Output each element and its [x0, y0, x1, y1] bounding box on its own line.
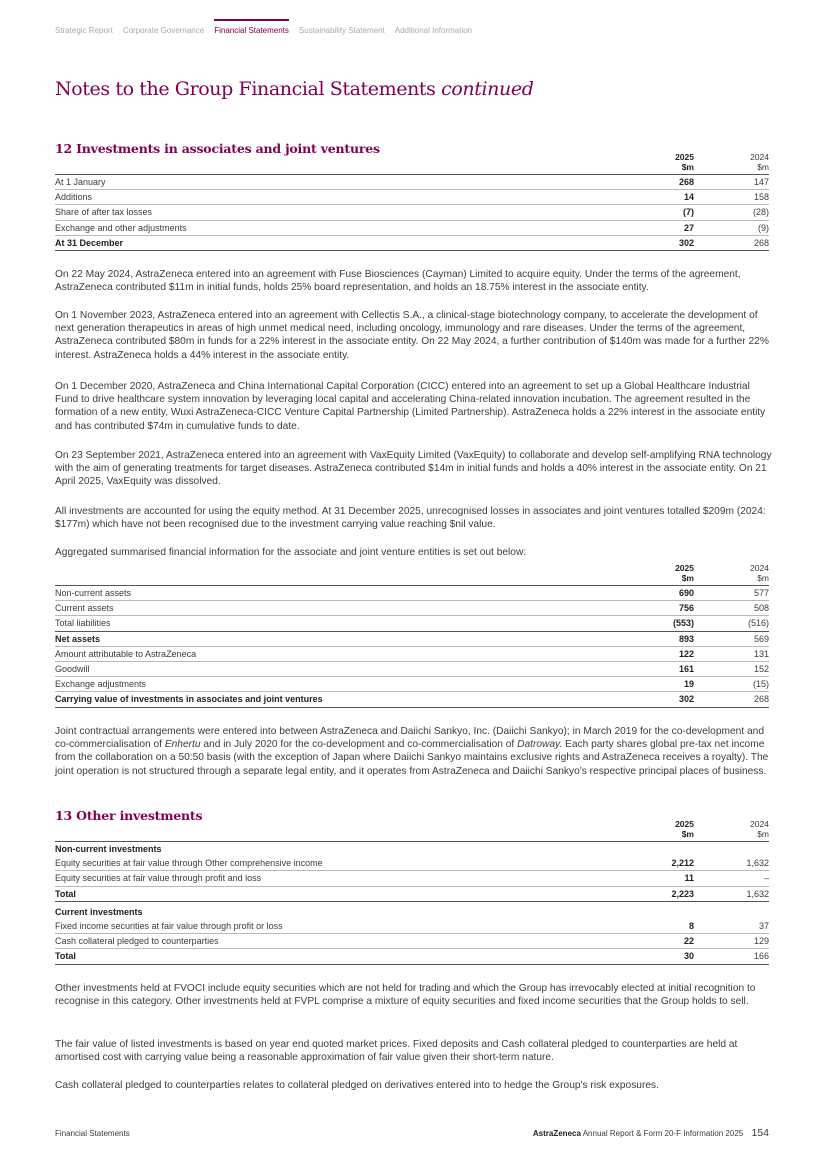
paragraph-fvoci: Other investments held at FVOCI include equity securities which are not held for trading and which the Group has irrevocably elected at initial recognition to recognise in this category. Other investments held at FVPL comprise a mixture of equity securities and fixed income securities that the Group holds to sell. — [55, 983, 756, 1008]
page-title-main: Notes to the Group Financial Statements — [55, 78, 436, 100]
table-row: Current assets 756 508 — [55, 601, 769, 616]
table-row: Exchange and other adjustments 27 (9) — [55, 220, 769, 235]
note-12-table — [55, 152, 769, 251]
col-2025-header: 2025 $m — [614, 819, 694, 842]
paragraph-fuse: On 22 May 2024, AstraZeneca entered into an agreement with Fuse Biosciences (Cayman) Limited to acquire equity. Under the terms of the agreement, AstraZeneca contributed $11m in initial funds, holds 25% board representation, and holds an 18.75% interest in the associate entity. — [55, 269, 741, 294]
col-2024-header: 2024 $m — [694, 152, 769, 175]
table-section-heading: Non-current investments — [55, 844, 162, 855]
table-row: Amount attributable to AstraZeneca 122 131 — [55, 646, 769, 661]
page-title — [55, 78, 533, 100]
paragraph-cicc: On 1 December 2020, AstraZeneca and China International Capital Corporation (CICC) entered into an agreement to set up a Global Healthcare Industrial Fund to drive healthcare system innovation by leveraging local capital and accelerating China-related innovation incubation. The agreement resulted in the formation of a new entity, Wuxi AstraZeneca-CICC Venture Capital Partnership (Limited Partnership). AstraZeneca holds a 22% interest in the associate entity and has contributed $74m in cumulative funds to date. — [55, 381, 766, 432]
footer-report-info — [533, 1127, 769, 1139]
col-2025-header: 2025 $m — [614, 563, 694, 586]
paragraph-cellectis: On 1 November 2023, AstraZeneca entered into an agreement with Cellectis S.A., a clinical-stage biotechnology company, to accelerate the development of next generation therapeutics in areas of high unmet medical need, including oncology, immunology and rare diseases. Under the terms of the agreement, AstraZeneca contributed $80m in funds for a 22% interest in the associate entity. On 22 May 2024, a further contribution of $140m was made for a further 22% interest. AstraZeneca holds a 44% interest in the associate entity. — [55, 310, 769, 361]
col-2024-header: 2024 $m — [694, 819, 769, 842]
table-header — [55, 819, 769, 842]
table-section-heading: Current investments — [55, 906, 143, 917]
top-nav — [55, 26, 482, 35]
table-header — [55, 152, 769, 175]
table-row: Total liabilities (553) (516) — [55, 616, 769, 631]
footer-report-title: Annual Report & Form 20-F Information 2025 — [582, 1129, 744, 1138]
drug-name-datroway: Datroway. — [517, 739, 563, 751]
drug-name-enhertu: Enhertu — [164, 739, 201, 751]
table-row: Additions 14 158 — [55, 190, 769, 205]
table-total-row: At 31 December 302 268 — [55, 235, 769, 250]
table-total-row: Total 30 166 — [55, 949, 769, 964]
table-total-row: Total 2,223 1,632 — [55, 886, 769, 901]
paragraph-cash-collateral: Cash collateral pledged to counterparties relates to collateral pledged on derivatives entered into to hedge the Group's risk exposures. — [55, 1080, 659, 1091]
table-row: Equity securities at fair value through Other comprehensive income 2,212 1,632 — [55, 856, 769, 871]
paragraph-aggregated-intro: Aggregated summarised financial information for the associate and joint venture entities is set out below: — [55, 547, 527, 558]
paragraph-joint-arrangements: Joint contractual arrangements were entered into between AstraZeneca and Daiichi Sankyo, Inc. (Daiichi Sankyo); in March 2019 for the co-development and co-commercialisation of Enhertu and in July 2020 for the co-development and co-commercialisation of Datroway. Each party shares global pre-tax net income from the collaboration on a 50:50 basis (with the exception of Japan where Daiichi Sankyo maintains exclusive rights and AstraZeneca receives a royalty). The joint operation is not structured through a separate legal entity, and it operates from AstraZeneca and Daiichi Sankyo's respective principal places of business. — [55, 726, 769, 777]
page-title-suffix: continued — [441, 78, 534, 100]
table-row: Equity securities at fair value through profit and loss 11 – — [55, 871, 769, 886]
table-row: Share of after tax losses (7) (28) — [55, 205, 769, 220]
table-row: At 1 January 268 147 — [55, 175, 769, 190]
col-2025-header: 2025 $m — [614, 152, 694, 175]
paragraph-equity-method: All investments are accounted for using the equity method. At 31 December 2025, unrecognised losses in associates and joint ventures totalled $209m (2024: $177m) which have not been recognised due to the investment carrying value reaching $nil value. — [55, 506, 766, 531]
footer-brand: AstraZeneca — [532, 1129, 581, 1138]
table-row: Exchange adjustments 19 (15) — [55, 677, 769, 692]
nav-corporate-governance[interactable]: Corporate Governance — [122, 26, 205, 35]
table-row: Fixed income securities at fair value through profit or loss 8 37 — [55, 919, 769, 934]
col-2024-header: 2024 $m — [694, 563, 769, 586]
paragraph-vaxequity: On 23 September 2021, AstraZeneca entered into an agreement with VaxEquity Limited (VaxEquity) to collaborate and develop self-amplifying RNA technology with the aim of generating treatments for target diseases. AstraZeneca contributed $14m in initial funds and holds a 40% interest in the associate entity. On 21 April 2025, VaxEquity was dissolved. — [55, 450, 772, 488]
table-row: Non-current assets 690 577 — [55, 586, 769, 601]
nav-additional-information[interactable]: Additional Information — [394, 26, 473, 35]
nav-financial-statements[interactable]: Financial Statements — [214, 26, 289, 35]
note-12-heading: 12 Investments in associates and joint ventures — [55, 141, 380, 156]
footer-section-label: Financial Statements — [55, 1129, 130, 1138]
table-subtotal-row: Net assets 893 569 — [55, 631, 769, 646]
page-number: 154 — [751, 1127, 769, 1139]
table-header — [55, 563, 769, 586]
table-row: Goodwill 161 152 — [55, 661, 769, 676]
nav-sustainability-statement[interactable]: Sustainability Statement — [298, 26, 385, 35]
note-13-heading: 13 Other investments — [55, 808, 203, 823]
paragraph-fair-value: The fair value of listed investments is based on year end quoted market prices. Fixed deposits and Cash collateral pledged to counterparties are held at amortised cost with carrying value being a reasonable approximation of fair value given their short-term nature. — [55, 1039, 738, 1064]
table-row: Cash collateral pledged to counterparties 22 129 — [55, 934, 769, 949]
nav-strategic-report[interactable]: Strategic Report — [55, 26, 113, 35]
summary-financial-table — [55, 563, 769, 708]
table-total-row: Carrying value of investments in associates and joint ventures 302 268 — [55, 692, 769, 707]
note-13-table — [55, 819, 769, 965]
